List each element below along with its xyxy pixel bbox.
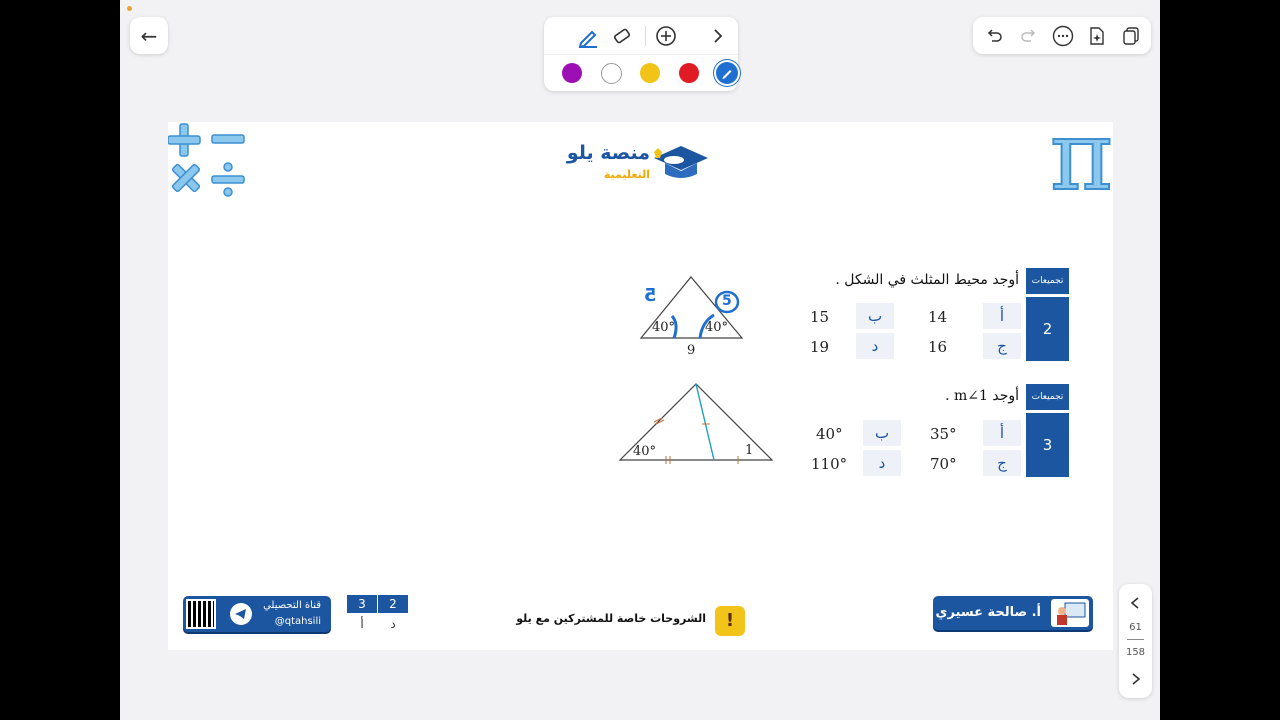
redo-icon[interactable] — [1020, 27, 1038, 45]
slide-page — [168, 100, 1113, 650]
q2-text: أوجد محيط المثلث في الشكل . — [835, 272, 1019, 288]
eraser-icon[interactable] — [611, 25, 633, 47]
q3-option-b-value: 40° — [816, 425, 843, 443]
q2-left-angle: 40° — [652, 320, 676, 335]
pi-icon: π — [1049, 100, 1113, 212]
answer-key-q3: 3 — [347, 595, 377, 613]
answer-key-a3: أ — [347, 614, 377, 633]
q3-text: أوجد m∠1 . — [945, 388, 1019, 404]
channel-handle: @qtahsili — [274, 616, 321, 627]
pencil-icon — [716, 62, 738, 84]
q2-option-b-letter: ب — [856, 303, 894, 329]
q2-tag: تجميعات — [1026, 268, 1069, 294]
q3-option-c-letter: ج — [983, 450, 1021, 476]
logo — [568, 140, 718, 190]
copy-icon[interactable] — [1121, 26, 1141, 46]
app-window — [120, 0, 1160, 720]
current-page: 61 — [1129, 622, 1142, 633]
page-navigator — [1119, 584, 1152, 698]
q3-angle-1-label: 1 — [745, 443, 754, 458]
back-arrow-icon: ← — [140, 23, 158, 48]
math-symbols-icon — [168, 122, 248, 202]
q2-right-angle: 40° — [705, 320, 729, 335]
back-button[interactable] — [130, 17, 168, 54]
q2-option-c-letter: ج — [983, 333, 1021, 359]
teacher-name: أ. صالحة عسيري — [935, 605, 1041, 620]
q3-option-c-value: 70° — [930, 455, 957, 473]
q2-base-label: 9 — [687, 343, 696, 358]
logo-main-text: منصة يلو — [566, 142, 650, 164]
qr-code-icon — [186, 599, 216, 629]
answer-key — [347, 595, 409, 635]
q3-left-angle: 40° — [633, 444, 657, 459]
teacher-board-icon — [1051, 599, 1089, 627]
pen-toolbar — [544, 17, 738, 91]
telegram-icon — [229, 602, 253, 626]
subscribers-notice: الشروحات خاصة للمشتركين مع يلو — [516, 612, 706, 625]
color-blue-selected[interactable] — [716, 62, 738, 84]
q2-option-c-value: 16 — [928, 338, 948, 356]
channel-name: قناة التحصيلي — [263, 600, 321, 611]
total-pages: 158 — [1125, 647, 1146, 658]
q3-option-d-value: 110° — [811, 455, 848, 473]
color-yellow[interactable] — [640, 63, 660, 83]
q2-annotation-right: 5 — [722, 293, 732, 309]
warning-icon: ! — [715, 606, 745, 636]
document-toolbar — [973, 17, 1151, 54]
pen-icon[interactable] — [577, 26, 599, 48]
q3-tag: تجميعات — [1026, 384, 1069, 410]
logo-sub-text: التعليمية — [603, 168, 650, 181]
q2-option-a-letter: أ — [983, 303, 1021, 329]
teacher-card — [933, 596, 1093, 630]
color-purple[interactable] — [562, 63, 582, 83]
q3-option-d-letter: د — [863, 450, 901, 476]
q2-option-d-value: 19 — [810, 338, 830, 356]
answer-key-a2: د — [378, 614, 408, 633]
telegram-channel-card[interactable] — [183, 596, 331, 632]
q2-option-a-value: 14 — [928, 308, 948, 326]
q3-option-b-letter: ب — [863, 420, 901, 446]
chevron-up-icon[interactable] — [1129, 596, 1142, 610]
color-white[interactable] — [601, 63, 622, 84]
add-icon[interactable] — [655, 25, 677, 47]
q2-number: 2 — [1026, 297, 1069, 361]
q2-annotation-left: 5 — [644, 285, 657, 306]
q2-option-b-value: 15 — [810, 308, 830, 326]
teacher-avatar — [1051, 599, 1089, 627]
answer-key-q2: 2 — [378, 595, 408, 613]
q3-option-a-letter: أ — [983, 420, 1021, 446]
graduation-cap-icon — [652, 144, 710, 184]
color-red[interactable] — [679, 63, 699, 83]
q2-option-d-letter: د — [856, 333, 894, 359]
more-icon[interactable] — [1052, 25, 1074, 47]
ai-icon[interactable] — [1087, 26, 1107, 46]
status-dot — [127, 6, 132, 11]
chevron-right-icon[interactable] — [712, 28, 724, 44]
undo-icon[interactable] — [985, 27, 1003, 45]
chevron-down-icon[interactable] — [1129, 672, 1142, 686]
q3-number: 3 — [1026, 413, 1069, 477]
q3-option-a-value: 35° — [930, 425, 957, 443]
